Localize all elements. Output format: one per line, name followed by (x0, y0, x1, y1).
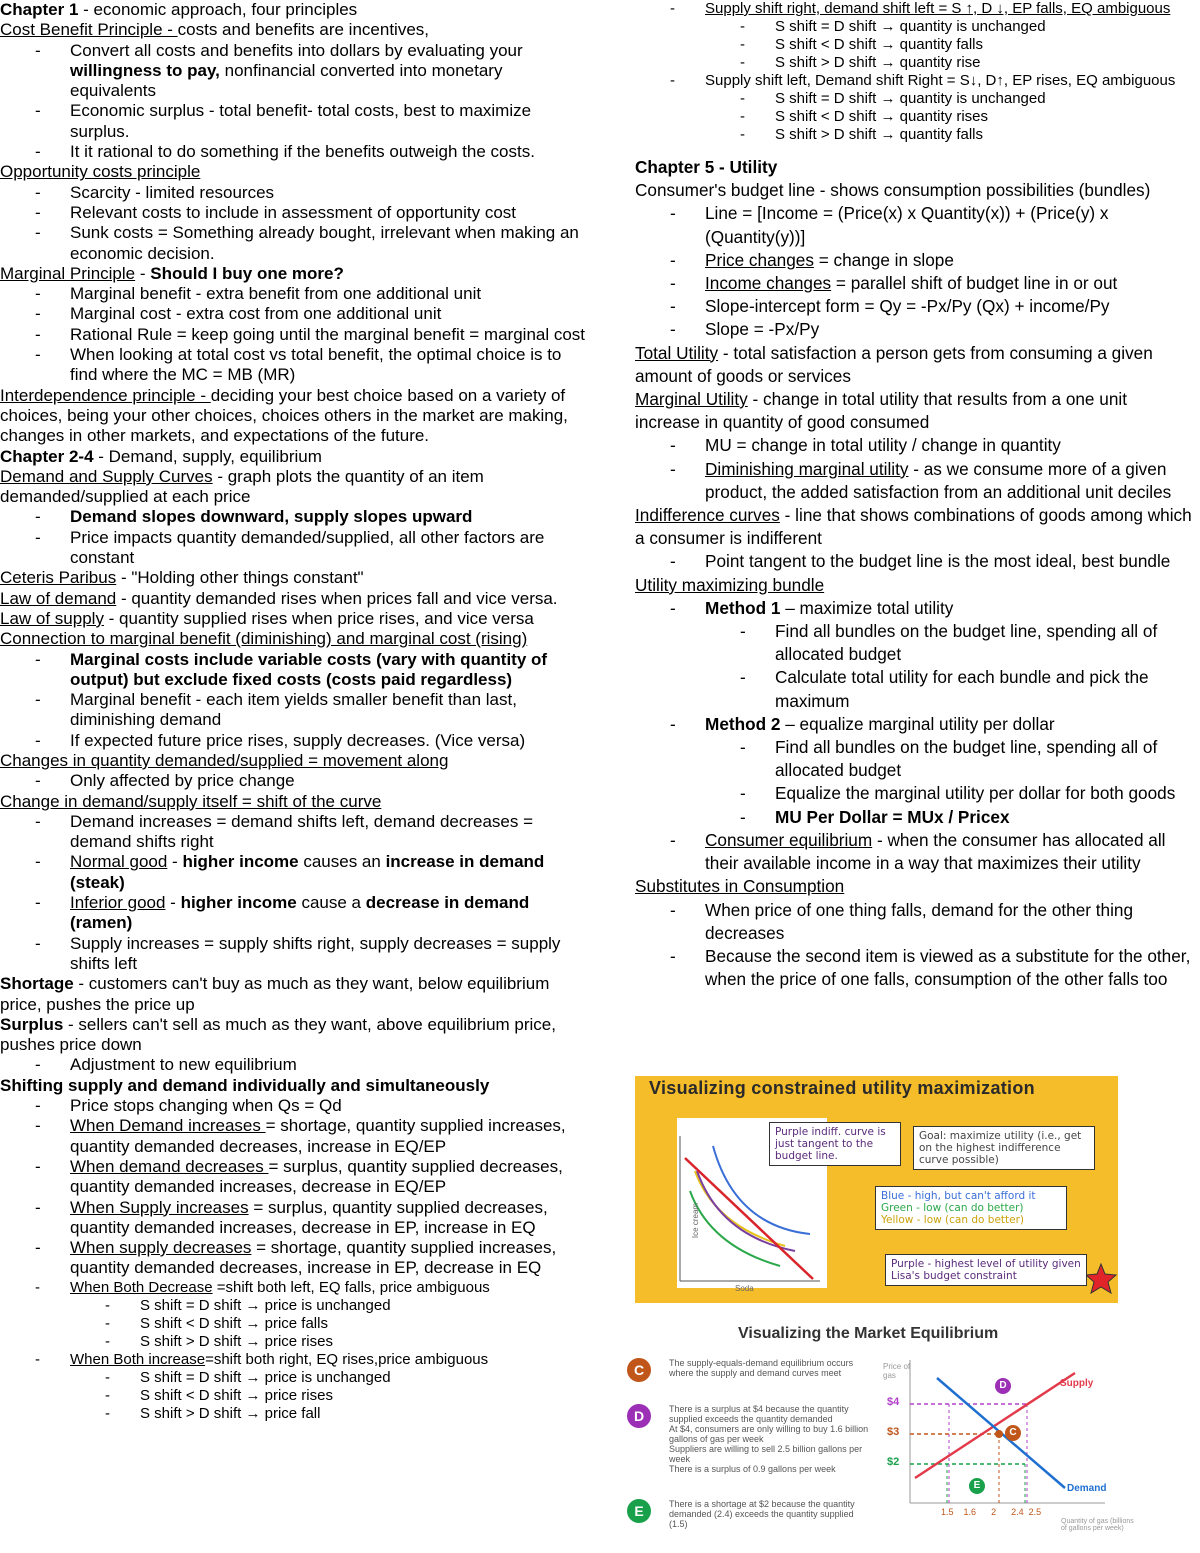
text-run: Marginal benefit - extra benefit from one additional unit (70, 284, 482, 304)
sub-bullet-item (635, 126, 1195, 144)
text-run: S shift < D shift → price falls (140, 1314, 328, 1332)
underlined-term: When demand decreases (70, 1156, 269, 1176)
underlined-term: Demand and Supply Curves (0, 466, 213, 486)
bullet-item (0, 690, 590, 731)
text-run: Line = [Income = (Price(x) x Quantity(x)) + (Price(y) x (Quantity(y))] (705, 203, 1109, 247)
bullet-item (0, 284, 590, 304)
underlined-term: Substitutes in Consumption (635, 876, 845, 897)
sub-bullet-item (635, 36, 1195, 54)
equilibrium-point (995, 1430, 1003, 1438)
paragraph (0, 20, 590, 40)
marker-e: E (969, 1478, 985, 1494)
underlined-term: Law of supply (0, 608, 104, 628)
bullet-item (0, 934, 590, 975)
bullet-item (635, 202, 1195, 248)
bullet-item (635, 713, 1195, 736)
bold-text: Shortage (0, 974, 74, 994)
text-run: - economic approach, four principles (78, 0, 358, 19)
goal-note: Goal: maximize utility (i.e., get on the highest indifference curve possible) (913, 1126, 1095, 1170)
text-run: Scarcity - limited resources (70, 182, 275, 202)
sub-bullet-item (0, 1405, 590, 1423)
underlined-term: Indifference curves (635, 505, 780, 526)
text-run: - sellers can't sell as much as they want, above equilibrium price, pushes price down (0, 1014, 556, 1055)
bullet-item (0, 1279, 590, 1297)
text-run: Convert all costs and benefits into dollars by evaluating your (70, 40, 523, 60)
bullet-item (0, 1157, 590, 1198)
price-3-label: $3 (887, 1426, 900, 1438)
panel-e-text: There is a shortage at $2 because the quantity demanded (2.4) exceeds the quantity supplied (1.5) (669, 1499, 855, 1529)
bullet-item (635, 550, 1195, 573)
text-run: S shift = D shift → quantity is unchanged (775, 90, 1046, 107)
text-run: Marginal cost - extra cost from one additional unit (70, 304, 442, 324)
paragraph (635, 504, 1195, 550)
text-run: = parallel shift of budget line in or out (831, 273, 1118, 294)
sub-bullet-item (635, 620, 1195, 666)
underlined-term: Ceteris Paribus (0, 568, 117, 588)
figure1-title: Visualizing constrained utility maximization (649, 1078, 1035, 1098)
quantity-axis-label: Quantity of gas (billions of gallons per week) (1061, 1518, 1134, 1532)
badge-e: E (627, 1499, 651, 1523)
text-run: Relevant costs to include in assessment of opportunity cost (70, 202, 517, 222)
text-run: Economic surplus - total benefit- total costs, best to maximize surplus. (70, 101, 532, 141)
x-tick: 1.6 (963, 1507, 977, 1517)
underlined-term: Supply shift right, demand shift left = S ↑, D ↓, EP falls, EQ ambiguous (705, 0, 1171, 17)
paragraph (0, 264, 590, 284)
bold-text: Method 1 (705, 597, 781, 618)
bold-text: higher income (182, 852, 299, 872)
text-run: - (165, 893, 181, 913)
text-run: – maximize total utility (780, 597, 954, 618)
badge-c: C (627, 1358, 651, 1382)
paragraph (0, 386, 590, 447)
text-run: Find all bundles on the budget line, spending all of allocated budget (775, 621, 1158, 665)
bullet-item (635, 318, 1195, 341)
purple-note: Purple - highest level of utility given Lisa's budget constraint (885, 1254, 1087, 1286)
text-run: Because the second item is viewed as a substitute for the other, when the price of one falls, consumption of the other falls too (705, 945, 1191, 990)
underlined-term: Cost Benefit Principle - (0, 20, 178, 40)
paragraph (0, 467, 590, 508)
text-run: Demand increases = demand shifts left, demand decreases = demand shifts right (70, 811, 534, 852)
bullet-item (635, 249, 1195, 272)
panel-d-bullet-2: Suppliers are willing to sell 2.5 billion gallons per week (669, 1444, 863, 1464)
text-run: nonfinancial converted into monetary equivalents (70, 60, 503, 101)
bold-text: Chapter 2-4 (0, 446, 94, 466)
bullet-item (0, 325, 590, 345)
bullet-item (0, 893, 590, 934)
text-run: = shortage, quantity supplied increases, quantity demanded decreases, increase in EQ/EP (70, 1116, 566, 1156)
bold-text: Should I buy one more? (150, 263, 344, 283)
bullet-item (0, 183, 590, 203)
underlined-term: Price changes (705, 249, 814, 270)
text-run: Consumer's budget line - shows consumption possibilities (bundles) (635, 180, 1151, 201)
text-run: Slope-intercept form = Qy = -Px/Py (Qx) + income/Py (705, 296, 1110, 317)
text-run: = surplus, quantity supplied decreases, quantity demanded increases, decrease in EQ/EP (70, 1156, 563, 1197)
text-run: S shift < D shift → price rises (140, 1386, 333, 1404)
text-run: - total satisfaction a person gets from consuming a given amount of goods or services (635, 342, 1153, 386)
x-tick-labels (941, 1507, 1041, 1517)
bullet-item (635, 597, 1195, 620)
text-run: Adjustment to new equilibrium (70, 1055, 297, 1075)
text-run: Find all bundles on the budget line, spending all of allocated budget (775, 737, 1158, 781)
price-2-label: $2 (887, 1456, 900, 1468)
bullet-item (635, 72, 1195, 90)
sub-bullet-item (635, 54, 1195, 72)
paragraph (0, 792, 590, 812)
text-run: S shift > D shift → price fall (140, 1404, 321, 1422)
bullet-item (635, 945, 1195, 991)
underlined-term: Marginal Principle (0, 263, 136, 283)
figure1-xlabel: Soda (735, 1284, 754, 1293)
text-run: - (135, 263, 151, 283)
text-run: - (167, 852, 183, 872)
sub-bullet-item (635, 666, 1195, 712)
x-tick: 2 (991, 1507, 997, 1517)
underlined-term: Opportunity costs principle (0, 162, 201, 182)
underlined-term: Inferior good (70, 893, 166, 913)
text-run: Supply shift left, Demand shift Right = S↓, D↑, EP rises, EQ ambiguous (705, 72, 1176, 89)
bullet-item (635, 434, 1195, 457)
bold-text: Chapter 5 - Utility (635, 157, 778, 177)
text-run: Slope = -Px/Py (705, 319, 820, 340)
bullet-item (635, 899, 1195, 945)
market-equilibrium-figure (625, 1318, 1145, 1553)
bullet-item (635, 458, 1195, 504)
bullet-item (635, 295, 1195, 318)
bullet-item (0, 507, 590, 527)
bold-text: increase in demand (steak) (70, 852, 545, 892)
underlined-term: Interdependence principle - (0, 385, 211, 405)
paragraph (0, 568, 590, 588)
text-run: Supply increases = supply shifts right, supply decreases = supply shifts left (70, 933, 561, 973)
sub-bullet-item (0, 1297, 590, 1315)
sub-bullet-item (635, 18, 1195, 36)
text-run: - Demand, supply, equilibrium (93, 446, 322, 466)
paragraph (635, 875, 1195, 898)
left-column (0, 0, 590, 1423)
badge-d: D (627, 1404, 651, 1428)
sub-bullet-item (635, 108, 1195, 126)
sub-bullet-item (635, 90, 1195, 108)
underlined-term: When Both Decrease (70, 1278, 213, 1296)
marker-d: D (995, 1378, 1011, 1394)
text-run: Price impacts quantity demanded/supplied, all other factors are constant (70, 527, 545, 568)
x-tick: 2.5 (1028, 1507, 1042, 1517)
text-run: - as we consume more of a given product, the added satisfaction from an additional unit deciles (705, 458, 1172, 502)
text-run: - "Holding other things constant" (116, 568, 364, 588)
bullet-item (0, 304, 590, 324)
utility-maximization-figure (635, 1076, 1118, 1303)
text-run: S shift = D shift → price is unchanged (140, 1368, 391, 1386)
text-run: causes an (298, 852, 386, 872)
text-run: – equalize marginal utility per dollar (780, 713, 1055, 734)
text-run: cause a (296, 893, 366, 913)
text-run: S shift > D shift → quantity rise (775, 54, 981, 71)
bullet-item (0, 1096, 590, 1116)
paragraph (0, 589, 590, 609)
paragraph (0, 629, 590, 649)
sub-bullet-item (635, 736, 1195, 782)
paragraph (0, 162, 590, 182)
legend-blue: Blue - high, but can't afford it (881, 1190, 1036, 1202)
panel-d-bullet-1: At $4, consumers are only willing to buy 1.6 billion gallons of gas per week (669, 1424, 869, 1444)
bold-text: Method 2 (705, 713, 781, 734)
bold-text: MU Per Dollar = MUx / Pricex (775, 806, 1010, 827)
paragraph (0, 609, 590, 629)
star-icon (1086, 1264, 1116, 1293)
bullet-item (0, 852, 590, 893)
underlined-term: When supply decreases (70, 1238, 252, 1258)
bullet-item (0, 731, 590, 751)
bullet-item (0, 223, 590, 264)
text-run: S shift < D shift → quantity rises (775, 108, 988, 125)
text-run: - customers can't buy as much as they want, below equilibrium price, pushes the price up (0, 974, 550, 1014)
bullet-item (0, 1238, 590, 1279)
text-run: Sunk costs = Something already bought, irrelevant when making an economic decision. (70, 223, 579, 263)
text-run: - quantity supplied rises when price rises, and vice versa (103, 608, 534, 628)
paragraph (0, 751, 590, 771)
text-run: - line that shows combinations of goods among which a consumer is indifferent (635, 505, 1192, 549)
sub-bullet-item (0, 1333, 590, 1351)
panel-d-text (669, 1404, 869, 1474)
paragraph (0, 447, 590, 467)
bullet-item (635, 0, 1195, 18)
text-run: Price stops changing when Qs = Qd (70, 1096, 342, 1116)
text-run: It it rational to do something if the benefits outweigh the costs. (70, 142, 535, 162)
demand-label: Demand (1067, 1483, 1107, 1494)
text-run: deciding your best choice based on a variety of choices, being your other choices, choices others in the market are making, changes in other markets, and expectations of the future. (0, 385, 568, 446)
text-run: - quantity demanded rises when prices fall and vice versa. (116, 588, 558, 608)
text-run: S shift > D shift → quantity falls (775, 126, 984, 143)
figure2-title: Visualizing the Market Equilibrium (738, 1325, 999, 1342)
underlined-term: Marginal Utility (635, 389, 748, 410)
underlined-term: Changes in quantity demanded/supplied = movement along (0, 750, 449, 770)
bold-text: willingness to pay, (70, 60, 220, 80)
text-run: = change in slope (813, 249, 954, 270)
underlined-term: Change in demand/supply itself = shift of the curve (0, 791, 382, 811)
underlined-term: Diminishing marginal utility (705, 458, 909, 479)
sub-bullet-item (635, 782, 1195, 805)
text-run: =shift both right, EQ rises,price ambiguous (205, 1350, 489, 1368)
underlined-term: When Demand increases (70, 1116, 266, 1136)
text-run: Only affected by price change (70, 771, 295, 791)
bold-text: Shifting supply and demand individually and simultaneously (0, 1075, 490, 1095)
price-4-label: $4 (887, 1396, 900, 1408)
supply-label: Supply (1060, 1378, 1094, 1389)
paragraph (635, 342, 1195, 388)
sub-bullet-item (0, 1369, 590, 1387)
bullet-item (0, 650, 590, 691)
paragraph (0, 0, 590, 20)
bold-text: Marginal costs include variable costs (vary with quantity of output) but exclude fixed costs (costs paid regardless) (70, 649, 548, 689)
sub-bullet-item (0, 1315, 590, 1333)
bullet-item (0, 771, 590, 791)
bullet-item (635, 272, 1195, 295)
underlined-term: Utility maximizing bundle (635, 574, 825, 595)
price-axis-label: Price of gas (883, 1362, 911, 1380)
tangent-note: Purple indiff. curve is just tangent to the budget line. (769, 1122, 901, 1166)
bullet-item (0, 812, 590, 853)
bullet-item (0, 142, 590, 162)
text-run: Equalize the marginal utility per dollar for both goods (775, 783, 1176, 804)
text-run: MU = change in total utility / change in quantity (705, 435, 1061, 456)
text-run: Marginal benefit - each item yields smaller benefit than last, diminishing demand (70, 690, 517, 730)
x-tick: 1.5 (941, 1507, 954, 1517)
paragraph (0, 1015, 590, 1056)
paragraph (635, 574, 1195, 597)
text-run: = surplus, quantity supplied decreases, quantity demanded increases, decrease in EP, increase in EQ (70, 1197, 548, 1237)
bullet-item (0, 101, 590, 142)
underlined-term: Consumer equilibrium (705, 829, 873, 850)
text-run: - graph plots the quantity of an item demanded/supplied at each price (0, 466, 484, 507)
underlined-term: Total Utility (635, 342, 719, 363)
text-run: S shift < D shift → quantity falls (775, 36, 984, 53)
text-run: S shift = D shift → quantity is unchanged (775, 18, 1046, 35)
bold-text: Chapter 1 (0, 0, 79, 19)
curve-legend-note (875, 1186, 1067, 1230)
x-tick: 2.4 (1011, 1507, 1024, 1517)
underlined-term: When Supply increases (70, 1197, 249, 1217)
text-run: Point tangent to the budget line is the most ideal, best bundle (705, 551, 1171, 572)
bullet-item (635, 829, 1195, 875)
bullet-item (0, 345, 590, 386)
legend-yellow: Yellow - low (can do better) (881, 1214, 1025, 1226)
spacer (635, 144, 1195, 156)
text-run: S shift > D shift → price rises (140, 1332, 333, 1350)
sub-bullet-item (0, 1387, 590, 1405)
paragraph (635, 388, 1195, 434)
underlined-term: When Both increase (70, 1350, 206, 1368)
panel-d-main: There is a surplus at $4 because the quantity supplied exceeds the quantity demanded (669, 1404, 849, 1424)
marker-c: C (1005, 1425, 1021, 1441)
sub-bullet-item (635, 806, 1195, 829)
legend-green: Green - low (can do better) (881, 1202, 1024, 1214)
underlined-term: Law of demand (0, 588, 117, 608)
text-run: =shift both left, EQ falls, price ambiguous (212, 1278, 490, 1296)
text-run: S shift = D shift → price is unchanged (140, 1296, 391, 1314)
text-run: If expected future price rises, supply decreases. (Vice versa) (70, 730, 526, 750)
bold-text: decrease in demand (ramen) (70, 893, 530, 933)
bullet-item (0, 203, 590, 223)
bullet-item (0, 1116, 590, 1157)
figure1-ylabel: Ice cream (691, 1202, 701, 1239)
text-run: costs and benefits are incentives, (177, 20, 430, 40)
bold-text: higher income (180, 893, 297, 913)
text-run: When looking at total cost vs total benefit, the optimal choice is to find where the MC = MB (MR) (70, 345, 562, 385)
underlined-term: Connection to marginal benefit (diminishing) and marginal cost (rising) (0, 629, 528, 649)
text-run: When price of one thing falls, demand for the other thing decreases (705, 899, 1134, 943)
bullet-item (0, 1351, 590, 1369)
text-run: - change in total utility that results from a one unit increase in quantity of good consumed (635, 389, 1127, 433)
bold-text: Surplus (0, 1014, 64, 1034)
bold-text: Demand slopes downward, supply slopes upward (70, 507, 473, 527)
bullet-item (0, 41, 590, 102)
text-run: - when the consumer has allocated all their available income in a way that maximizes their utility (705, 829, 1166, 874)
right-column (635, 0, 1195, 991)
paragraph (0, 1076, 590, 1096)
bullet-item (0, 528, 590, 569)
panel-d-bullet-3: There is a surplus of 0.9 gallons per week (669, 1464, 836, 1474)
panel-c-text: The supply-equals-demand equilibrium occurs where the supply and demand curves meet (669, 1358, 854, 1378)
paragraph (635, 156, 1195, 179)
bullet-item (0, 1198, 590, 1239)
text-run: Calculate total utility for each bundle and pick the maximum (775, 667, 1149, 711)
underlined-term: Income changes (705, 273, 832, 294)
bullet-item (0, 1055, 590, 1075)
paragraph (635, 179, 1195, 202)
underlined-term: Normal good (70, 852, 168, 872)
text-run: Rational Rule = keep going until the marginal benefit = marginal cost (70, 324, 586, 344)
paragraph (0, 974, 590, 1015)
text-run: = shortage, quantity supplied increases, quantity demanded decreases, increase in EP, decrease in EQ (70, 1238, 557, 1278)
